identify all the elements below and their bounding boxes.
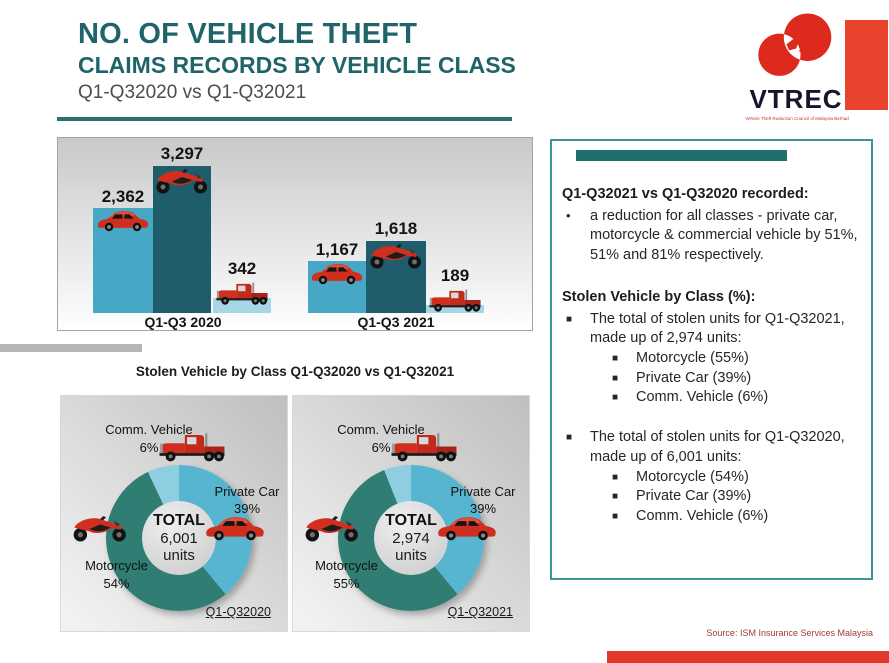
label-motorcycle-pct: 55% bbox=[333, 576, 360, 591]
bullet-marker: ■ bbox=[612, 372, 619, 384]
donut-panel-2021 bbox=[292, 395, 530, 632]
summary-content bbox=[562, 185, 863, 527]
page-subtitle: Q1-Q32020 vs Q1-Q32021 bbox=[78, 82, 307, 103]
truck-icon bbox=[426, 287, 484, 313]
motorcycle-icon bbox=[152, 165, 212, 195]
car-icon bbox=[95, 208, 151, 232]
summary-bullet-3: ■ The total of stolen units for Q1-Q32020, made up of 6,001 units: bbox=[562, 428, 863, 467]
bar-value-label: 1,618 bbox=[374, 219, 418, 238]
label-comm-vehicle: Comm. Vehicle bbox=[105, 422, 193, 437]
bar-cell-2021-comm-vehicle bbox=[426, 266, 484, 313]
bullet-marker: ■ bbox=[566, 432, 573, 444]
label-comm-vehicle: Comm. Vehicle bbox=[337, 422, 425, 437]
vtrec-wordmark: VTREC bbox=[749, 84, 843, 114]
label-comm-vehicle-pct: 6% bbox=[139, 440, 159, 455]
bullet-marker: ■ bbox=[612, 392, 619, 404]
label-motorcycle: Motorcycle bbox=[85, 558, 148, 573]
car-icon bbox=[435, 514, 499, 541]
bar-chart-plot bbox=[58, 138, 532, 313]
car-icon bbox=[203, 514, 267, 541]
summary-bullet-1: • a reduction for all classes - private car, motorcycle & commercial vehicle by 51%, 51% and 81% respectively. bbox=[562, 207, 863, 266]
motorcycle-icon bbox=[366, 240, 426, 270]
donut-period-label-2020: Q1-Q32020 bbox=[205, 605, 271, 619]
bullet-marker: • bbox=[566, 207, 571, 223]
label-private-car-pct: 39% bbox=[469, 501, 497, 516]
label-motorcycle: Motorcycle bbox=[315, 558, 378, 573]
donut-total-units: units bbox=[163, 547, 195, 564]
section-divider-bar bbox=[0, 344, 142, 352]
donut-total-title: TOTAL bbox=[385, 512, 437, 529]
bar-cell-2021-private-car bbox=[308, 240, 366, 313]
donut-total-title: TOTAL bbox=[153, 512, 205, 529]
footer-red-bar bbox=[607, 651, 889, 663]
page-title: NO. OF VEHICLE THEFT bbox=[78, 18, 418, 50]
truck-icon bbox=[155, 430, 229, 463]
bar-value-label: 189 bbox=[440, 266, 470, 285]
summary-bullet-2: ■ The total of stolen units for Q1-Q32021, made up of 2,974 units: bbox=[562, 310, 863, 349]
bullet-marker: ■ bbox=[612, 491, 619, 503]
donut-total-value: 6,001 bbox=[160, 530, 198, 547]
summary-heading-2: Stolen Vehicle by Class (%): bbox=[562, 288, 756, 305]
summary-panel bbox=[550, 139, 873, 580]
label-private-car: Private Car bbox=[214, 484, 280, 499]
bar-value-label: 1,167 bbox=[315, 240, 359, 259]
label-motorcycle-pct: 54% bbox=[103, 576, 130, 591]
bar-value-label: 2,362 bbox=[101, 187, 145, 206]
bar-value-label: 3,297 bbox=[160, 144, 204, 163]
panel-accent-bar bbox=[576, 150, 787, 161]
truck-icon bbox=[213, 280, 271, 306]
bar-cell-2020-private-car bbox=[93, 187, 153, 313]
page-title-line2: CLAIMS RECORDS BY VEHICLE CLASS bbox=[78, 52, 516, 78]
donut-total-value: 2,974 bbox=[392, 530, 430, 547]
source-note: Source: ISM Insurance Services Malaysia bbox=[706, 628, 873, 638]
motorcycle-icon bbox=[301, 512, 363, 543]
label-private-car-pct: 39% bbox=[233, 501, 261, 516]
header-divider bbox=[57, 117, 512, 121]
summary-heading-1: Q1-Q32021 vs Q1-Q32020 recorded: bbox=[562, 186, 809, 202]
vtrec-circles-icon bbox=[753, 8, 841, 84]
motorcycle-icon bbox=[69, 512, 131, 543]
summary-sub-bullet: ■ Motorcycle (55%) bbox=[608, 349, 863, 369]
summary-sub-bullet: ■ Comm. Vehicle (6%) bbox=[608, 507, 863, 527]
car-icon bbox=[309, 261, 365, 285]
vtrec-caption: Vehicle Theft Reduction Council of Malaysia Berhad bbox=[745, 116, 849, 121]
label-comm-vehicle-pct: 6% bbox=[371, 440, 391, 455]
bullet-marker: ■ bbox=[566, 313, 573, 325]
bar-chart-panel bbox=[57, 137, 533, 331]
bar-cell-2021-motorcycle bbox=[366, 219, 426, 313]
summary-sub-bullet: ■ Comm. Vehicle (6%) bbox=[608, 388, 863, 408]
summary-sub-bullet: ■ Private Car (39%) bbox=[608, 369, 863, 389]
label-private-car: Private Car bbox=[450, 484, 516, 499]
donut-panel-2020 bbox=[60, 395, 288, 632]
bar-cell-2020-motorcycle bbox=[153, 144, 211, 313]
summary-sub-bullet: ■ Motorcycle (54%) bbox=[608, 468, 863, 488]
donut-total-units: units bbox=[395, 547, 427, 564]
bullet-marker: ■ bbox=[612, 511, 619, 523]
donut-period-label-2021: Q1-Q32021 bbox=[447, 605, 513, 619]
bar-value-label: 342 bbox=[227, 259, 257, 278]
bullet-marker: ■ bbox=[612, 353, 619, 365]
category-label-2020: Q1-Q3 2020 bbox=[144, 314, 222, 330]
logo-red-block bbox=[845, 20, 888, 110]
category-label-2021: Q1-Q3 2021 bbox=[357, 314, 435, 330]
summary-sub-bullet: ■ Private Car (39%) bbox=[608, 487, 863, 507]
truck-icon bbox=[387, 430, 461, 463]
donut-section-heading: Stolen Vehicle by Class Q1-Q32020 vs Q1-Q32021 bbox=[135, 364, 455, 379]
bar-cell-2020-comm-vehicle bbox=[213, 259, 271, 313]
bullet-marker: ■ bbox=[612, 471, 619, 483]
vtrec-logo bbox=[745, 6, 847, 124]
